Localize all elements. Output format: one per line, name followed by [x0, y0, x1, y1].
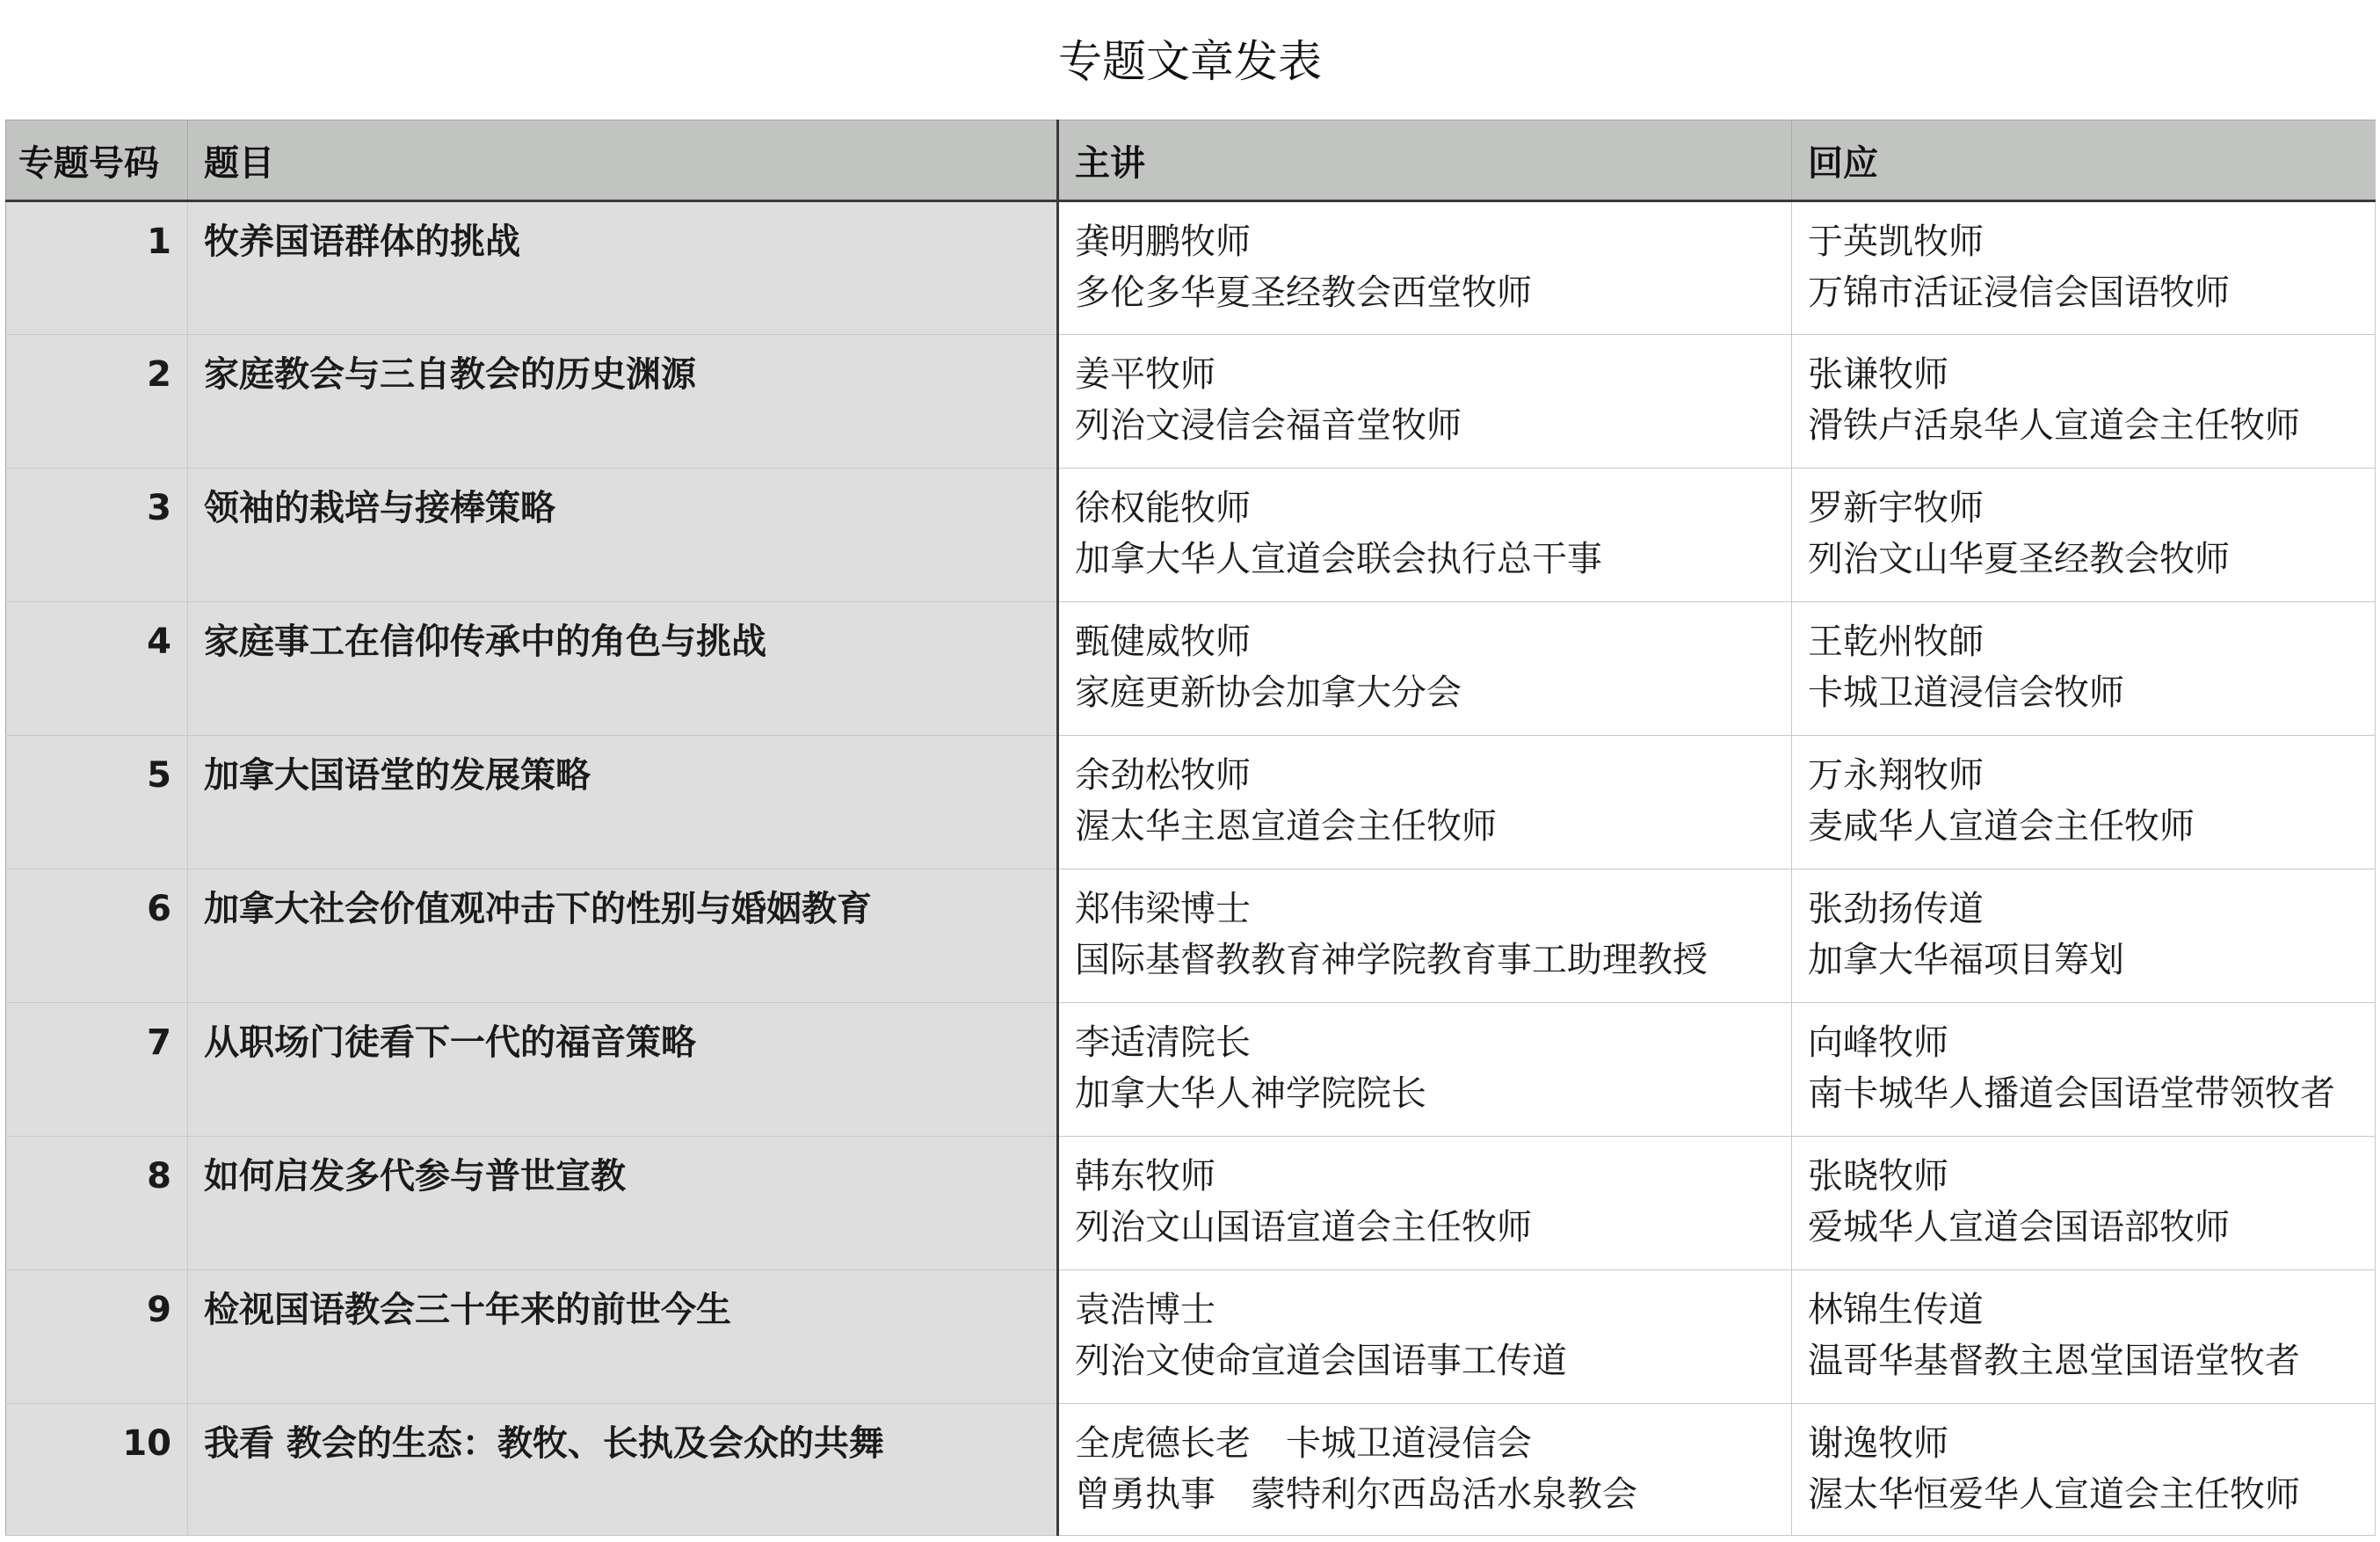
topic-title: 如何启发多代参与普世宣教	[188, 1137, 1058, 1270]
response-cell	[1792, 1404, 2376, 1536]
table-row	[6, 1137, 2376, 1270]
responder-name: 万永翔牧师	[1808, 755, 1984, 796]
speaker-name: 姜平牧师	[1075, 354, 1215, 395]
responder-name: 张劲扬传道	[1808, 889, 1984, 929]
table-header	[6, 120, 2376, 201]
speaker-cell	[1058, 1003, 1792, 1137]
responder-org: 麦咸华人宣道会主任牧师	[1808, 806, 2195, 847]
table-row	[6, 602, 2376, 736]
responder-name: 王乾州牧師	[1808, 622, 1984, 662]
topic-title: 领袖的栽培与接棒策略	[188, 469, 1058, 602]
topic-number: 7	[6, 1003, 188, 1137]
topic-number: 10	[6, 1404, 188, 1536]
responder-org: 万锦市活证浸信会国语牧师	[1808, 273, 2230, 313]
speaker-org: 列治文浸信会福音堂牧师	[1075, 405, 1462, 446]
topic-number: 2	[6, 335, 188, 469]
topics-table	[5, 120, 2376, 1536]
response-cell	[1792, 201, 2376, 335]
topic-title: 家庭教会与三自教会的历史渊源	[188, 335, 1058, 469]
header-topic: 题目	[188, 120, 1058, 201]
speaker-name: 徐权能牧师	[1075, 488, 1251, 528]
speaker-name: 余劲松牧师	[1075, 755, 1251, 796]
topic-title: 牧养国语群体的挑战	[188, 201, 1058, 335]
response-cell	[1792, 469, 2376, 602]
header-row	[6, 120, 2376, 201]
page-title: 专题文章发表	[1058, 36, 1322, 87]
topic-title: 加拿大社会价值观冲击下的性别与婚姻教育	[188, 869, 1058, 1003]
response-cell	[1792, 1137, 2376, 1270]
responder-org: 列治文山华夏圣经教会牧师	[1808, 539, 2230, 579]
responder-name: 向峰牧师	[1808, 1022, 1948, 1063]
table-row	[6, 1270, 2376, 1404]
table-row	[6, 1404, 2376, 1536]
speaker-cell	[1058, 1137, 1792, 1270]
speaker-cell	[1058, 1404, 1792, 1536]
responder-org: 渥太华恒爱华人宣道会主任牧师	[1808, 1474, 2300, 1515]
speaker-cell	[1058, 602, 1792, 736]
speaker-cell	[1058, 869, 1792, 1003]
speaker-org: 曾勇执事 蒙特利尔西岛活水泉教会	[1075, 1474, 1637, 1515]
table-row	[6, 869, 2376, 1003]
responder-name: 罗新宇牧师	[1808, 488, 1984, 528]
responder-org: 卡城卫道浸信会牧师	[1808, 673, 2124, 713]
responder-name: 林锦生传道	[1808, 1290, 1984, 1330]
speaker-org: 加拿大华人宣道会联会执行总干事	[1075, 539, 1602, 579]
topic-number: 4	[6, 602, 188, 736]
speaker-org: 列治文山国语宣道会主任牧师	[1075, 1207, 1532, 1247]
responder-name: 张晓牧师	[1808, 1156, 1948, 1197]
speaker-org: 列治文使命宣道会国语事工传道	[1075, 1341, 1567, 1381]
topics-table-container	[5, 120, 2375, 1536]
table-body	[6, 201, 2376, 1536]
topic-number: 6	[6, 869, 188, 1003]
response-cell	[1792, 1270, 2376, 1404]
speaker-org: 渥太华主恩宣道会主任牧师	[1075, 806, 1497, 847]
table-row	[6, 201, 2376, 335]
speaker-name: 李适清院长	[1075, 1022, 1251, 1063]
speaker-cell	[1058, 1270, 1792, 1404]
table-row	[6, 1003, 2376, 1137]
topic-number: 1	[6, 201, 188, 335]
header-num: 专题号码	[6, 120, 188, 201]
speaker-name: 全虎德长老 卡城卫道浸信会	[1075, 1423, 1532, 1464]
speaker-org: 加拿大华人神学院院长	[1075, 1073, 1426, 1114]
speaker-name: 郑伟梁博士	[1075, 889, 1251, 929]
speaker-cell	[1058, 469, 1792, 602]
speaker-name: 袁浩博士	[1075, 1290, 1215, 1330]
speaker-org: 多伦多华夏圣经教会西堂牧师	[1075, 273, 1532, 313]
topic-title: 家庭事工在信仰传承中的角色与挑战	[188, 602, 1058, 736]
responder-org: 爱城华人宣道会国语部牧师	[1808, 1207, 2230, 1247]
response-cell	[1792, 335, 2376, 469]
topic-number: 8	[6, 1137, 188, 1270]
table-row	[6, 736, 2376, 869]
topic-title: 检视国语教会三十年来的前世今生	[188, 1270, 1058, 1404]
responder-org: 加拿大华福项目筹划	[1808, 940, 2124, 980]
speaker-name: 甄健威牧师	[1075, 622, 1251, 662]
responder-org: 滑铁卢活泉华人宣道会主任牧师	[1808, 405, 2300, 446]
header-speaker: 主讲	[1058, 120, 1792, 201]
speaker-cell	[1058, 736, 1792, 869]
topic-title: 从职场门徒看下一代的福音策略	[188, 1003, 1058, 1137]
responder-org: 温哥华基督教主恩堂国语堂牧者	[1808, 1341, 2300, 1381]
responder-name: 张谦牧师	[1808, 354, 1948, 395]
topic-number: 3	[6, 469, 188, 602]
topic-number: 5	[6, 736, 188, 869]
responder-name: 于英凯牧师	[1808, 222, 1984, 262]
speaker-cell	[1058, 201, 1792, 335]
responder-org: 南卡城华人播道会国语堂带领牧者	[1808, 1073, 2335, 1114]
speaker-cell	[1058, 335, 1792, 469]
table-row	[6, 335, 2376, 469]
topic-number: 9	[6, 1270, 188, 1404]
responder-name: 谢逸牧师	[1808, 1423, 1948, 1464]
response-cell	[1792, 602, 2376, 736]
header-response: 回应	[1792, 120, 2376, 201]
table-row	[6, 469, 2376, 602]
topic-title: 我看 教会的生态：教牧、长执及会众的共舞	[188, 1404, 1058, 1536]
topic-title: 加拿大国语堂的发展策略	[188, 736, 1058, 869]
response-cell	[1792, 1003, 2376, 1137]
speaker-org: 国际基督教教育神学院教育事工助理教授	[1075, 940, 1708, 980]
speaker-name: 龚明鹏牧师	[1075, 222, 1251, 262]
speaker-name: 韩东牧师	[1075, 1156, 1215, 1197]
speaker-org: 家庭更新协会加拿大分会	[1075, 673, 1462, 713]
response-cell	[1792, 736, 2376, 869]
response-cell	[1792, 869, 2376, 1003]
